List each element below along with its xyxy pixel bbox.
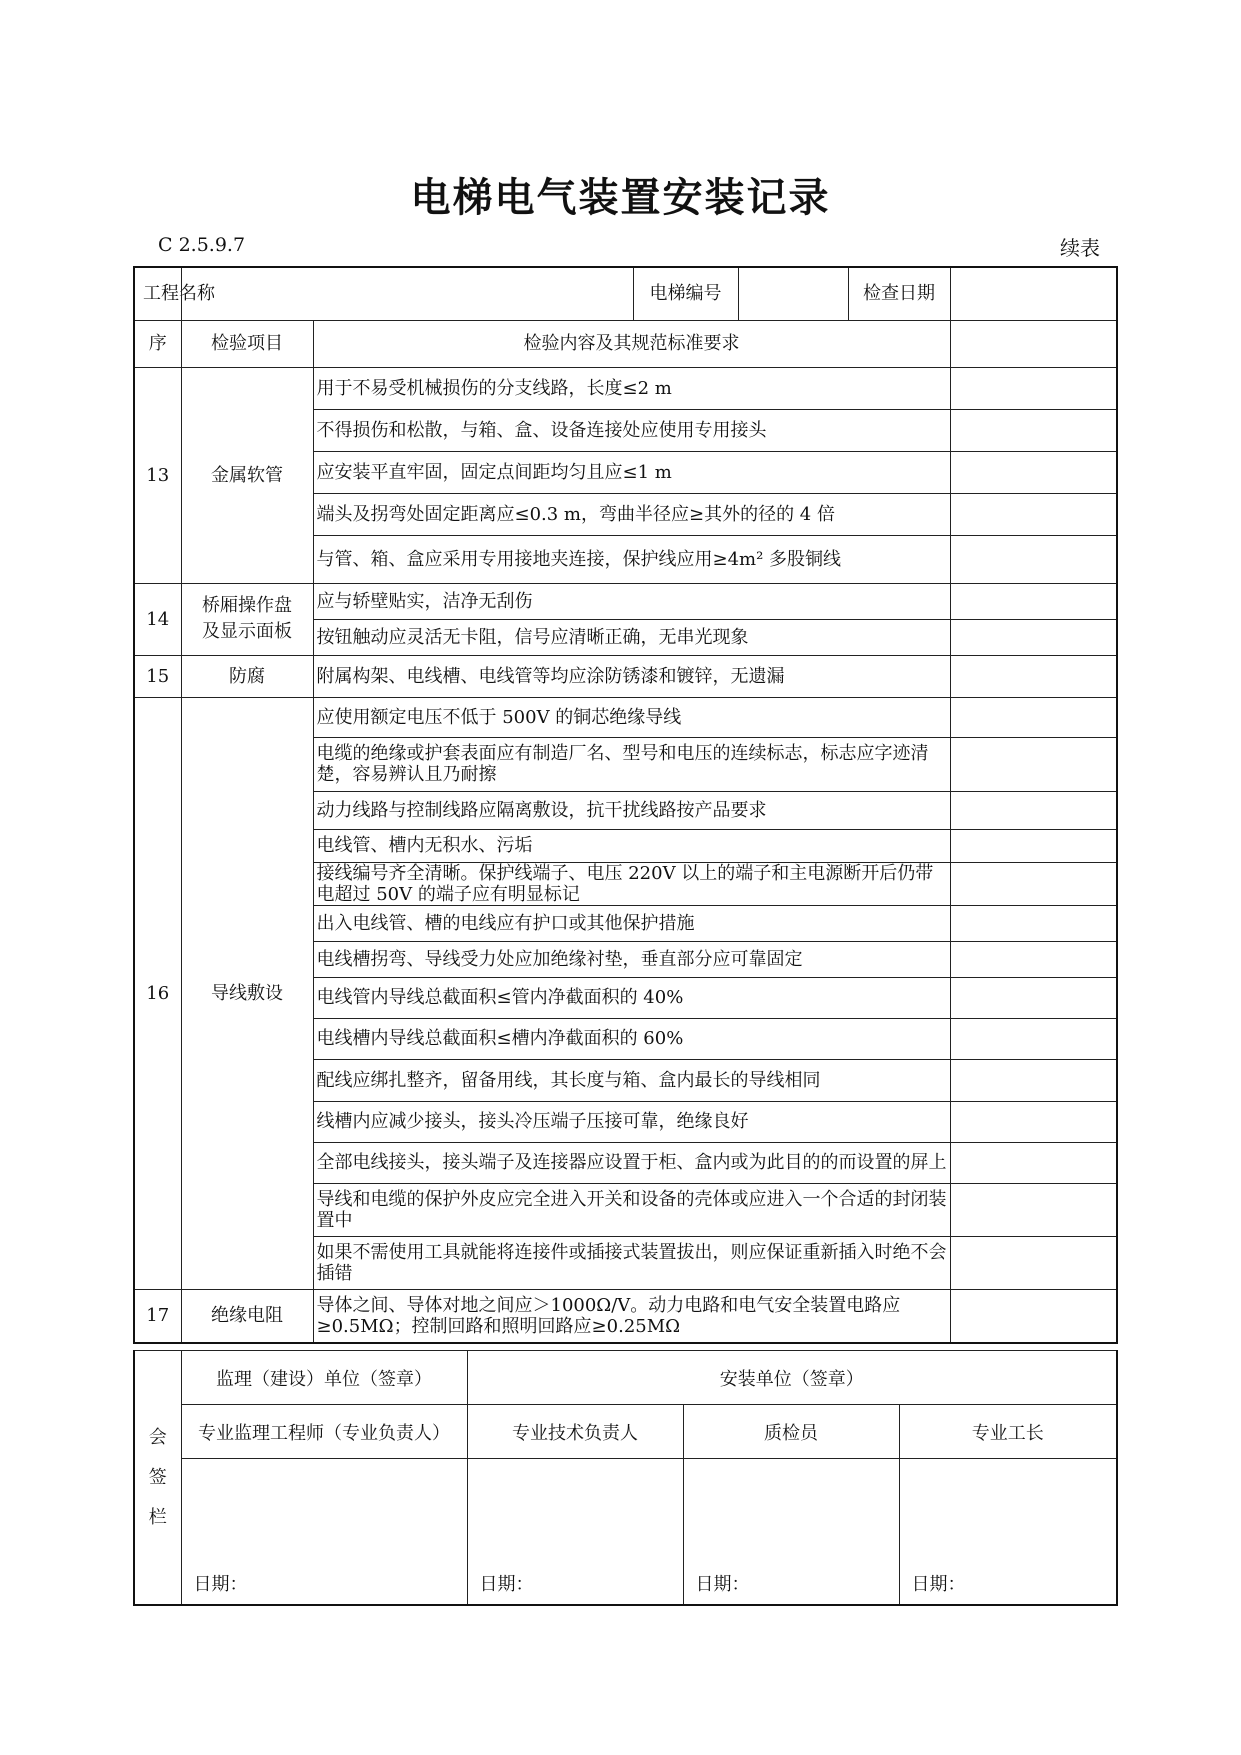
result-cell[interactable] [950, 791, 1117, 829]
result-cell[interactable] [950, 493, 1117, 535]
column-item: 检验项目 [181, 320, 313, 367]
result-cell[interactable] [950, 829, 1117, 862]
result-cell[interactable] [950, 941, 1117, 977]
countersign-text: 会签栏 [148, 1426, 167, 1528]
result-cell[interactable] [950, 535, 1117, 583]
supervisor-unit-label: 监理（建设）单位（签章） [181, 1351, 467, 1405]
date-label: 日期： [479, 1574, 534, 1595]
result-cell[interactable] [950, 619, 1117, 655]
role-foreman: 专业工长 [899, 1405, 1117, 1459]
date-label: 日期： [911, 1574, 966, 1595]
requirement-row: 导体之间、导体对地之间应＞1000Ω/V。动力电路和电气安全装置电路应≥0.5MΩ；控制回路和照明回路应≥0.25MΩ [313, 1289, 950, 1343]
requirement-row: 用于不易受机械损伤的分支线路，长度≤2 m [313, 367, 950, 409]
date-label: 日期： [695, 1574, 750, 1595]
item-cell: 绝缘电阻 [181, 1289, 313, 1343]
form-code: C 2.5.9.7 [158, 234, 246, 256]
requirement-row: 按钮触动应灵活无卡阻，信号应清晰正确，无串光现象 [313, 619, 950, 655]
role-technical-lead: 专业技术负责人 [467, 1405, 683, 1459]
item-cell: 导线敷设 [181, 697, 313, 1289]
requirement-row: 接线编号齐全清晰。保护线端子、电压 220V 以上的端子和主电源断开后仍带电超过 50V 的端子应有明显标记 [313, 862, 950, 905]
result-cell[interactable] [950, 977, 1117, 1018]
elevator-number-label: 电梯编号 [633, 267, 738, 320]
requirement-row: 电线管内导线总截面积≤管内净截面积的 40% [313, 977, 950, 1018]
install-unit-label: 安装单位（签章） [467, 1351, 1117, 1405]
role-supervising-engineer: 专业监理工程师（专业负责人） [181, 1405, 467, 1459]
requirement-row: 导线和电缆的保护外皮应完全进入开关和设备的壳体或应进入一个合适的封闭装置中 [313, 1183, 950, 1236]
result-cell[interactable] [950, 1101, 1117, 1142]
result-cell[interactable] [950, 1018, 1117, 1059]
result-cell[interactable] [950, 862, 1117, 905]
seq-cell: 14 [134, 583, 181, 655]
inspection-date-field[interactable] [950, 267, 1117, 320]
inspection-table [133, 266, 1118, 1344]
requirement-row: 配线应绑扎整齐，留备用线，其长度与箱、盒内最长的导线相同 [313, 1059, 950, 1101]
requirement-row: 应与轿壁贴实，洁净无刮伤 [313, 583, 950, 619]
requirement-row: 线槽内应减少接头，接头冷压端子压接可靠，绝缘良好 [313, 1101, 950, 1142]
result-cell[interactable] [950, 451, 1117, 493]
requirement-row: 与管、箱、盒应采用专用接地夹连接，保护线应用≥4m² 多股铜线 [313, 535, 950, 583]
requirement-row: 应安装平直牢固，固定点间距均匀且应≤1 m [313, 451, 950, 493]
seq-cell: 13 [134, 367, 181, 583]
continued-label: 续表 [1060, 236, 1100, 260]
result-cell[interactable] [950, 905, 1117, 941]
requirement-row: 附属构架、电线槽、电线管等均应涂防锈漆和镀锌，无遗漏 [313, 655, 950, 697]
document-title: 电梯电气装置安装记录 [410, 174, 831, 221]
column-result [950, 320, 1117, 367]
requirement-row: 如果不需使用工具就能将连接件或插接式装置拔出，则应保证重新插入时绝不会插错 [313, 1236, 950, 1289]
result-cell[interactable] [950, 409, 1117, 451]
project-name-field[interactable] [181, 267, 633, 320]
role-quality-inspector: 质检员 [683, 1405, 899, 1459]
result-cell[interactable] [950, 1059, 1117, 1101]
requirement-row: 电线管、槽内无积水、污垢 [313, 829, 950, 862]
requirement-row: 应使用额定电压不低于 500V 的铜芯绝缘导线 [313, 697, 950, 737]
column-content: 检验内容及其规范标准要求 [313, 320, 950, 367]
project-name-label: 工程名称 [134, 267, 181, 320]
seq-cell: 17 [134, 1289, 181, 1343]
requirement-row: 电线槽拐弯、导线受力处应加绝缘衬垫，垂直部分应可靠固定 [313, 941, 950, 977]
result-cell[interactable] [950, 655, 1117, 697]
result-cell[interactable] [950, 1183, 1117, 1236]
seq-cell: 16 [134, 697, 181, 1289]
item-cell: 桥厢操作盘及显示面板 [181, 583, 313, 655]
column-seq: 序 [134, 320, 181, 367]
signature-box[interactable] [467, 1459, 683, 1605]
countersign-label [134, 1351, 181, 1606]
signature-box[interactable] [181, 1459, 467, 1605]
requirement-row: 端头及拐弯处固定距离应≤0.3 m，弯曲半径应≥其外的径的 4 倍 [313, 493, 950, 535]
inspection-date-label: 检查日期 [848, 267, 950, 320]
signature-box[interactable] [899, 1459, 1117, 1605]
result-cell[interactable] [950, 1236, 1117, 1289]
requirement-row: 全部电线接头，接头端子及连接器应设置于柜、盒内或为此目的的而设置的屏上 [313, 1142, 950, 1183]
requirement-row: 电线槽内导线总截面积≤槽内净截面积的 60% [313, 1018, 950, 1059]
requirement-row: 电缆的绝缘或护套表面应有制造厂名、型号和电压的连续标志，标志应字迹清楚，容易辨认且乃耐擦 [313, 737, 950, 791]
requirement-row: 不得损伤和松散，与箱、盒、设备连接处应使用专用接头 [313, 409, 950, 451]
item-cell: 金属软管 [181, 367, 313, 583]
result-cell[interactable] [950, 583, 1117, 619]
result-cell[interactable] [950, 1289, 1117, 1343]
date-label: 日期： [193, 1574, 248, 1595]
item-cell: 防腐 [181, 655, 313, 697]
signature-box[interactable] [683, 1459, 899, 1605]
seq-cell: 15 [134, 655, 181, 697]
result-cell[interactable] [950, 737, 1117, 791]
result-cell[interactable] [950, 1142, 1117, 1183]
result-cell[interactable] [950, 697, 1117, 737]
requirement-row: 动力线路与控制线路应隔离敷设，抗干扰线路按产品要求 [313, 791, 950, 829]
result-cell[interactable] [950, 367, 1117, 409]
signature-table [133, 1350, 1118, 1606]
elevator-number-field[interactable] [738, 267, 848, 320]
requirement-row: 出入电线管、槽的电线应有护口或其他保护措施 [313, 905, 950, 941]
